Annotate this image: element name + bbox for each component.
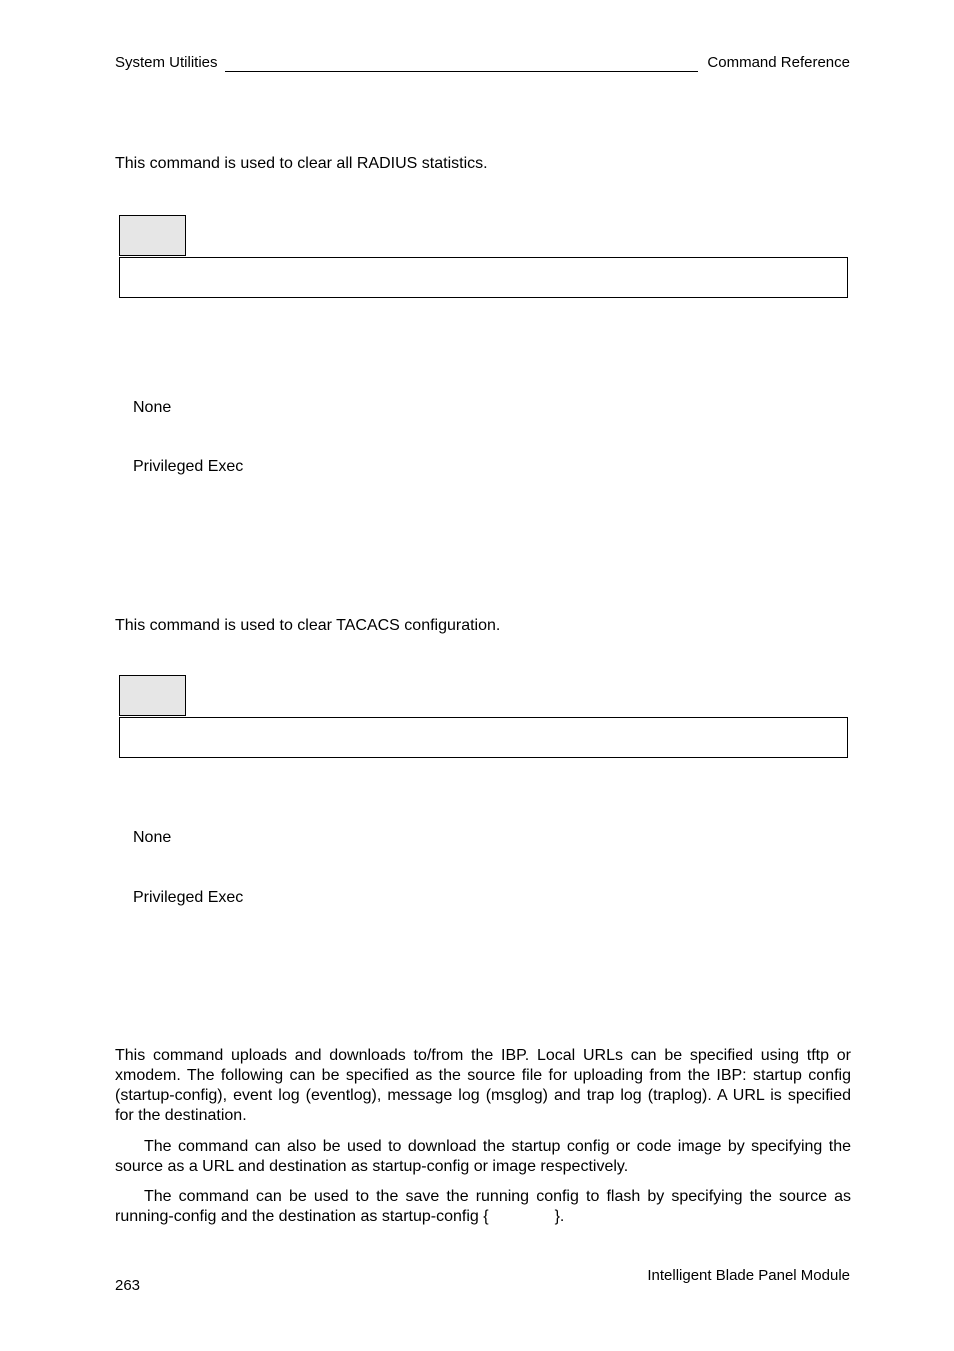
section-1-description: This command is used to clear all RADIUS statistics. [115,155,488,172]
header-doc-title: Command Reference [707,54,850,71]
section-2-default: None [133,829,172,846]
copy-paragraph-2: The command can also be used to download the startup config or code image by specifying the source as a URL and destination as startup-config or image respectively. [115,1138,851,1175]
copy-paragraph-3 [115,1187,851,1227]
section-2-syntax-box [119,717,848,758]
section-1-default: None [133,399,172,416]
section-2-description: This command is used to clear TACACS configuration. [115,617,501,634]
copy-paragraph-3-start: The command can be used to the save the running config to flash by specifying the source as running-config and the destination as startup-config { [115,1188,851,1225]
copy-paragraph-1: This command uploads and downloads to/from the IBP. Local URLs can be specified using tftp or xmodem. The following can be specified as the source file for uploading from the IBP: startup config (startup-config), event log (eventlog), message log (msglog) and trap log (traplog). A URL is specified for the destination. [115,1047,851,1124]
header-section-title: System Utilities [115,54,218,71]
header-rule [225,71,698,72]
section-2-mode: Privileged Exec [133,889,244,906]
section-1-syntax-box [119,257,848,298]
section-1-format-tab [119,215,186,256]
copy-paragraph-3-end: }. [554,1208,565,1225]
footer-page-number: 263 [115,1277,141,1294]
section-1-mode: Privileged Exec [133,458,244,475]
section-2-format-tab [119,675,186,716]
footer-product-name: Intelligent Blade Panel Module [647,1267,850,1284]
